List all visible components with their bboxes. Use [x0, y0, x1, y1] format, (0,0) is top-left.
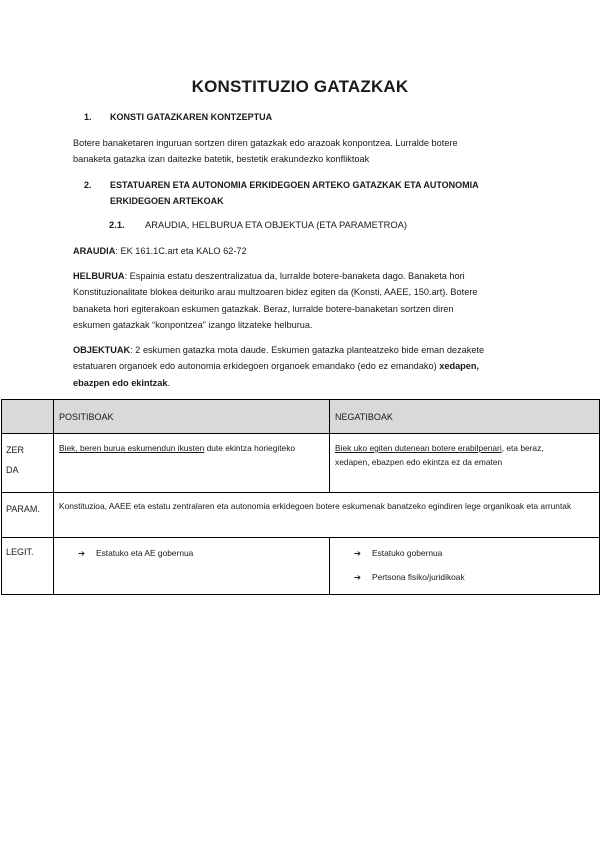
legit-positive-item: Estatuko eta AE gobernua — [96, 548, 194, 558]
araudia-label: ARAUDIA — [73, 246, 116, 256]
table-header-corner — [2, 400, 54, 434]
row-label-legit: LEGIT. — [2, 538, 54, 595]
table-row-legit — [2, 538, 600, 595]
table-header-row — [2, 400, 600, 434]
zer-positive-rest: dute ekintza horiegiteko — [204, 443, 296, 453]
intro-line-2: banaketa gatazka izan daitezke batetik, bestetik erakundezko konfliktoak — [73, 154, 370, 165]
section-2-1-title: ARAUDIA, HELBURUA ETA OBJEKTUA (ETA PARAMETROA) — [145, 219, 408, 230]
row-label-param: PARAM. — [2, 493, 54, 538]
araudia-paragraph — [73, 243, 533, 259]
objektuak-line-2-bold: xedapen, — [439, 361, 480, 372]
document-title: KONSTITUZIO GATAZKAK — [191, 77, 409, 96]
section-2-1-heading — [109, 217, 407, 233]
section-2-1-number: 2.1. — [109, 219, 125, 230]
row-label-zer — [2, 434, 54, 493]
arrow-right-icon: ➔ — [354, 548, 362, 558]
arrow-right-icon: ➔ — [354, 572, 362, 582]
helburua-line-3: banaketa hori egiterakoan eskumen gatazkak. Beraz, lurralde botere-banaketan sortzen diren — [73, 303, 454, 314]
row-label-zer-line-2: DA — [6, 465, 19, 475]
helburua-line-2: Konstituzionalitate blokea deituriko arau multzoaren bidez egiten da (Konsti, AAEE, 150.art). Botere — [73, 287, 478, 298]
section-2-title-line-2: ERKIDEGOEN ARTEKOAK — [110, 196, 224, 206]
section-1-title: KONSTI GATAZKAREN KONTZEPTUA — [110, 112, 273, 122]
zer-negative-underlined: Biek uko egiten dutenean botere erabilpenari — [335, 443, 502, 453]
legit-negative-item-1: Estatuko gobernua — [372, 548, 443, 558]
zer-negative-line-2: xedapen, ebazpen edo ekintza ez da ematen — [335, 457, 503, 467]
araudia-text: : EK 161.1C.art eta KALO 62-72 — [115, 246, 247, 256]
intro-paragraph — [73, 135, 533, 168]
row-label-zer-line-1: ZER — [6, 445, 24, 455]
objektuak-line-3: . — [167, 377, 171, 388]
table-header-negative: NEGATIBOAK — [330, 400, 600, 434]
conflict-types-table — [1, 399, 600, 595]
list-item — [354, 546, 594, 560]
section-2-heading — [84, 177, 479, 209]
helburua-line-4: eskumen gatazkak “konpontzea” izango litzateke helburua. — [73, 320, 313, 331]
objektuak-line-1: : 2 eskumen gatazka mota daude. Eskumen gatazka planteatzeko bide eman dezakete — [130, 345, 485, 355]
objektuak-paragraph — [73, 342, 533, 391]
zer-negative-cell — [330, 434, 600, 493]
section-1-number: 1. — [84, 112, 92, 122]
legit-negative-cell — [330, 538, 600, 595]
helburua-label: HELBURUA — [73, 271, 125, 281]
table-row-param — [2, 493, 600, 538]
helburua-line-1: : Espainia estatu deszentralizatua da, lurralde botere-banaketa dago. Banaketa hori — [124, 271, 465, 281]
list-item — [354, 570, 594, 584]
section-2-number: 2. — [84, 180, 92, 190]
objektuak-line-3-bold: ebazpen edo ekintzak — [73, 377, 168, 388]
section-1-heading — [84, 109, 272, 125]
legit-negative-item-2: Pertsona fisiko/juridikoak — [372, 572, 465, 582]
section-2-title-line-1: ESTATUAREN ETA AUTONOMIA ERKIDEGOEN ARTEKO GATAZKAK ETA AUTONOMIA — [110, 180, 479, 190]
zer-positive-underlined: Biek, beren burua eskumendun ikusten — [59, 443, 205, 453]
arrow-right-icon: ➔ — [78, 548, 86, 558]
zer-positive-cell — [54, 434, 330, 493]
table-row-zer — [2, 434, 600, 493]
param-cell — [54, 493, 600, 538]
zer-negative-rest: , eta beraz, — [501, 443, 544, 453]
intro-line-1: Botere banaketaren inguruan sortzen diren gatazkak edo arazoak konpontzea. Lurralde botere — [73, 138, 458, 148]
legit-positive-cell — [54, 538, 330, 595]
objektuak-label: OBJEKTUAK — [73, 345, 131, 355]
param-text: Konstituzioa, AAEE eta estatu zentralaren eta autonomia erkidegoen botere eskumenak banatzeko egindiren lege organikoak eta arruntak — [59, 501, 572, 511]
objektuak-line-2: estatuaren organoek edo autonomia erkidegoen organoek emandako (edo ez emandako) — [73, 361, 440, 372]
list-item — [78, 546, 324, 560]
helburua-paragraph — [73, 268, 533, 334]
table-header-positive: POSITIBOAK — [54, 400, 330, 434]
